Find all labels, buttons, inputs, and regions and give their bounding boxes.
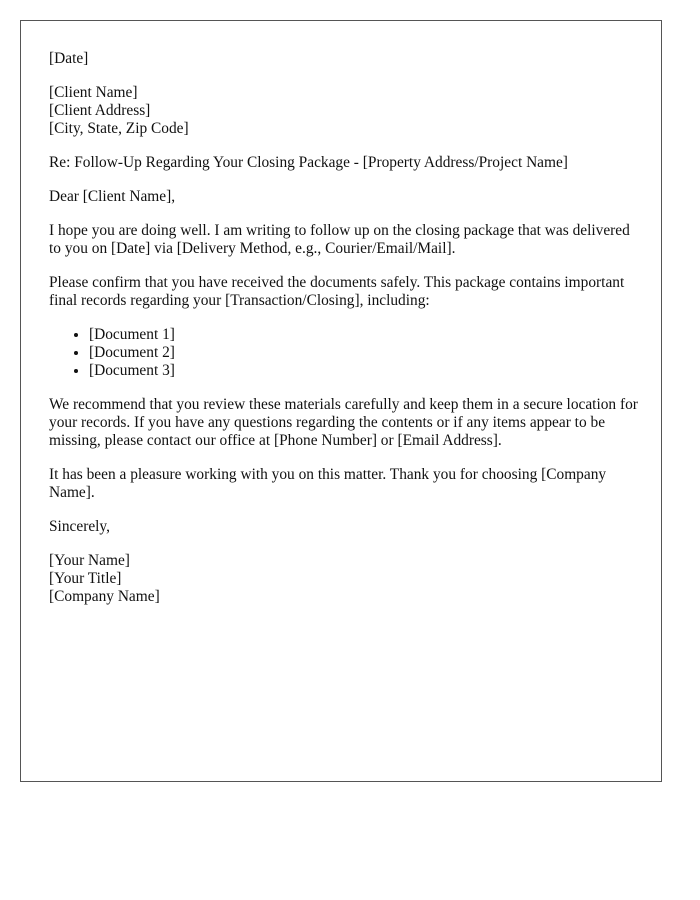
document-list-item: • [Document 2] xyxy=(89,344,639,362)
recipient-address: [Client Address] xyxy=(49,102,151,119)
letter-date: [Date] xyxy=(49,50,89,67)
subject-block xyxy=(49,154,639,172)
document-list xyxy=(49,326,639,380)
recipient-name: [Client Name] xyxy=(49,84,138,101)
document-list-item: • [Document 1] xyxy=(89,326,639,344)
signature-block xyxy=(49,552,639,606)
recipient-address-block xyxy=(49,84,639,138)
signature-name: [Your Name] xyxy=(49,552,130,569)
recipient-city-state-zip: [City, State, Zip Code] xyxy=(49,120,189,137)
signature-title: [Your Title] xyxy=(49,570,122,587)
subject-line: Re: Follow-Up Regarding Your Closing Package - [Property Address/Project Name] xyxy=(49,154,568,171)
closing-block xyxy=(49,518,639,536)
date-block xyxy=(49,50,639,68)
paragraph-recommendation: We recommend that you review these materials carefully and keep them in a secure location for your records. If you have any questions regarding the contents or if any items appear to be missing, please contact our office at [Phone Number] or [Email Address]. xyxy=(49,396,638,449)
paragraph-confirm: Please confirm that you have received the documents safely. This package contains important final records regarding your [Transaction/Closing], including: xyxy=(49,274,625,309)
letter-page xyxy=(20,20,662,782)
document-list-item: • [Document 3] xyxy=(89,362,639,380)
closing: Sincerely, xyxy=(49,518,110,535)
letter-body xyxy=(49,50,639,622)
signature-company: [Company Name] xyxy=(49,588,160,605)
paragraph-thanks: It has been a pleasure working with you on this matter. Thank you for choosing [Company Name]. xyxy=(49,466,607,501)
paragraph-intro: I hope you are doing well. I am writing to follow up on the closing package that was delivered to you on [Date] via [Delivery Method, e.g., Courier/Email/Mail]. xyxy=(49,222,630,257)
salutation-block xyxy=(49,188,639,206)
salutation: Dear [Client Name], xyxy=(49,188,176,205)
